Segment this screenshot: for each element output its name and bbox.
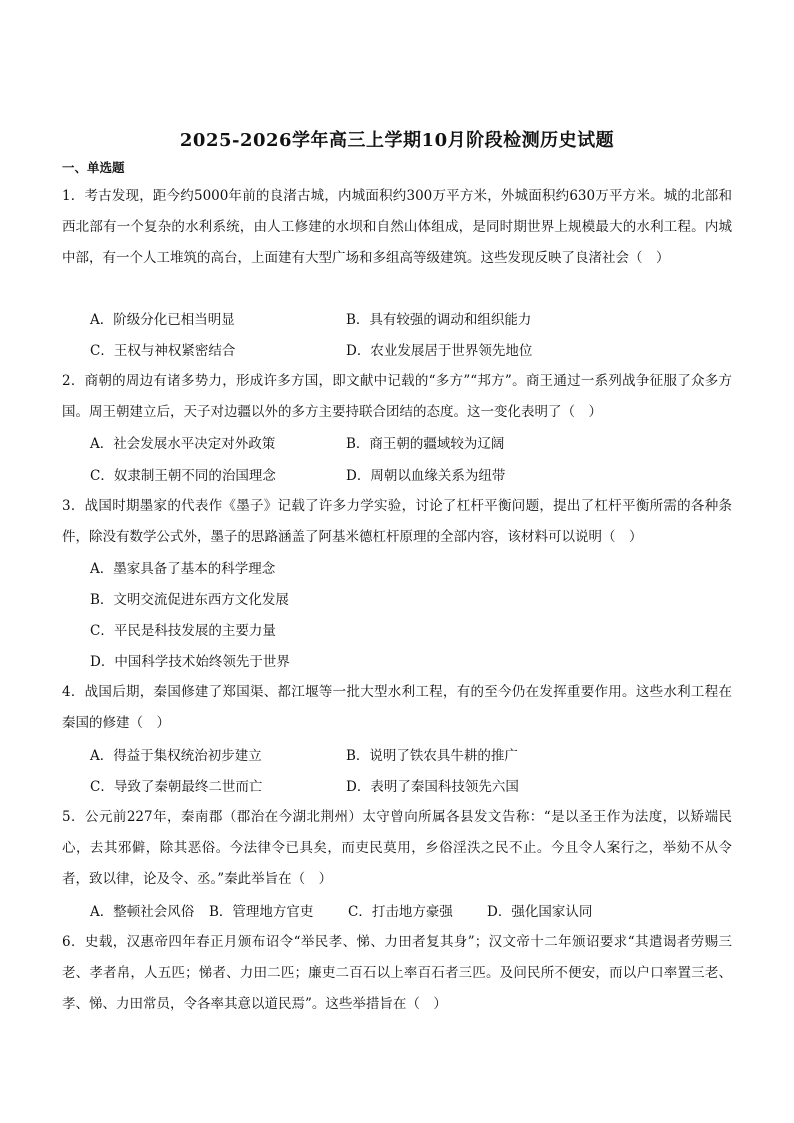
q2-option-c[interactable]: C．奴隶制王朝不同的治国理念 <box>90 468 276 484</box>
q2-option-b[interactable]: B．商王朝的疆域较为辽阔 <box>346 436 505 452</box>
q5-option-b[interactable]: B．管理地方官吏 <box>209 904 314 920</box>
q5-option-c[interactable]: C．打击地方豪强 <box>348 904 453 920</box>
section-heading: 一、单选题 <box>62 160 125 175</box>
q4-option-b[interactable]: B．说明了铁农具牛耕的推广 <box>346 748 518 764</box>
q3-option-a[interactable]: A．墨家具备了基本的科学理念 <box>90 561 276 577</box>
q4-option-a[interactable]: A．得益于集权统治初步建立 <box>90 748 262 764</box>
q1-option-a[interactable]: A．阶级分化已相当明显 <box>90 312 235 328</box>
q1-option-d[interactable]: D．农业发展居于世界领先地位 <box>346 343 533 359</box>
q3-option-c[interactable]: C．平民是科技发展的主要力量 <box>90 623 276 639</box>
q3-option-b[interactable]: B．文明交流促进东西方文化发展 <box>90 592 289 608</box>
q2-option-a[interactable]: A．社会发展水平决定对外政策 <box>90 436 276 452</box>
question-4: 4．战国后期，秦国修建了郑国渠、都江堰等一批大型水利工程，有的至今仍在发挥重要作用。这些水利工程在秦国的修建（ ） <box>62 684 732 731</box>
question-3: 3．战国时期墨家的代表作《墨子》记载了许多力学实验，讨论了杠杆平衡问题，提出了杠杆平衡所需的各种条件，除没有数学公式外，墨子的思路涵盖了阿基米德杠杆原理的全部内容，该材料可以说明（ ） <box>62 498 732 545</box>
q2-option-d[interactable]: D．周朝以血缘关系为纽带 <box>346 468 506 484</box>
q1-option-c[interactable]: C．王权与神权紧密结合 <box>90 343 236 359</box>
q1-option-b[interactable]: B．具有较强的调动和组织能力 <box>346 312 532 328</box>
question-5: 5．公元前227年，秦南郡（郡治在今湖北荆州）太守曾向所属各县发文告称：“是以圣王作为法度，以矫端民心，去其邪僻，除其恶俗。今法律令已具矣，而吏民莫用，乡俗淫泆之民不止。今且令人案行之，举劾不从令者，致以律，论及令、丞。”秦此举旨在（ ） <box>62 809 732 887</box>
question-1: 1．考古发现，距今约5000年前的良渚古城，内城面积约300万平方米，外城面积约630万平方米。城的北部和西北部有一个复杂的水利系统，由人工修建的水坝和自然山体组成，是同时期世界上规模最大的水利工程。内城中部，有一个人工堆筑的高台，上面建有大型广场和多组高等级建筑。这些发现反映了良渚社会（ ） <box>62 188 732 266</box>
question-6: 6．史载，汉惠帝四年春正月颁布诏令“举民孝、悌、力田者复其身”；汉文帝十二年颁诏要求“其遣谒者劳赐三老、孝者帛，人五匹；悌者、力田二匹；廉吏二百石以上率百石者三匹。及问民所不便安，而以户口率置三老、孝、悌、力田常员，令各率其意以道民焉”。这些举措旨在（ ） <box>62 934 732 1012</box>
q4-option-d[interactable]: D．表明了秦国科技领先六国 <box>346 779 519 795</box>
q4-option-c[interactable]: C．导致了秦朝最终二世而亡 <box>90 779 263 795</box>
q3-option-d[interactable]: D．中国科学技术始终领先于世界 <box>90 654 290 670</box>
exam-title: 2025-2026学年高三上学期10月阶段检测历史试题 <box>179 130 615 151</box>
q5-option-a[interactable]: A．整顿社会风俗 <box>90 904 195 920</box>
question-2: 2．商朝的周边有诸多势力，形成许多方国，即文献中记载的“多方”“邦方”。商王通过一系列战争征服了众多方国。周王朝建立后，天子对边疆以外的多方主要持联合团结的态度。这一变化表明了（ ） <box>62 373 732 420</box>
q5-option-d[interactable]: D．强化国家认同 <box>487 904 593 920</box>
